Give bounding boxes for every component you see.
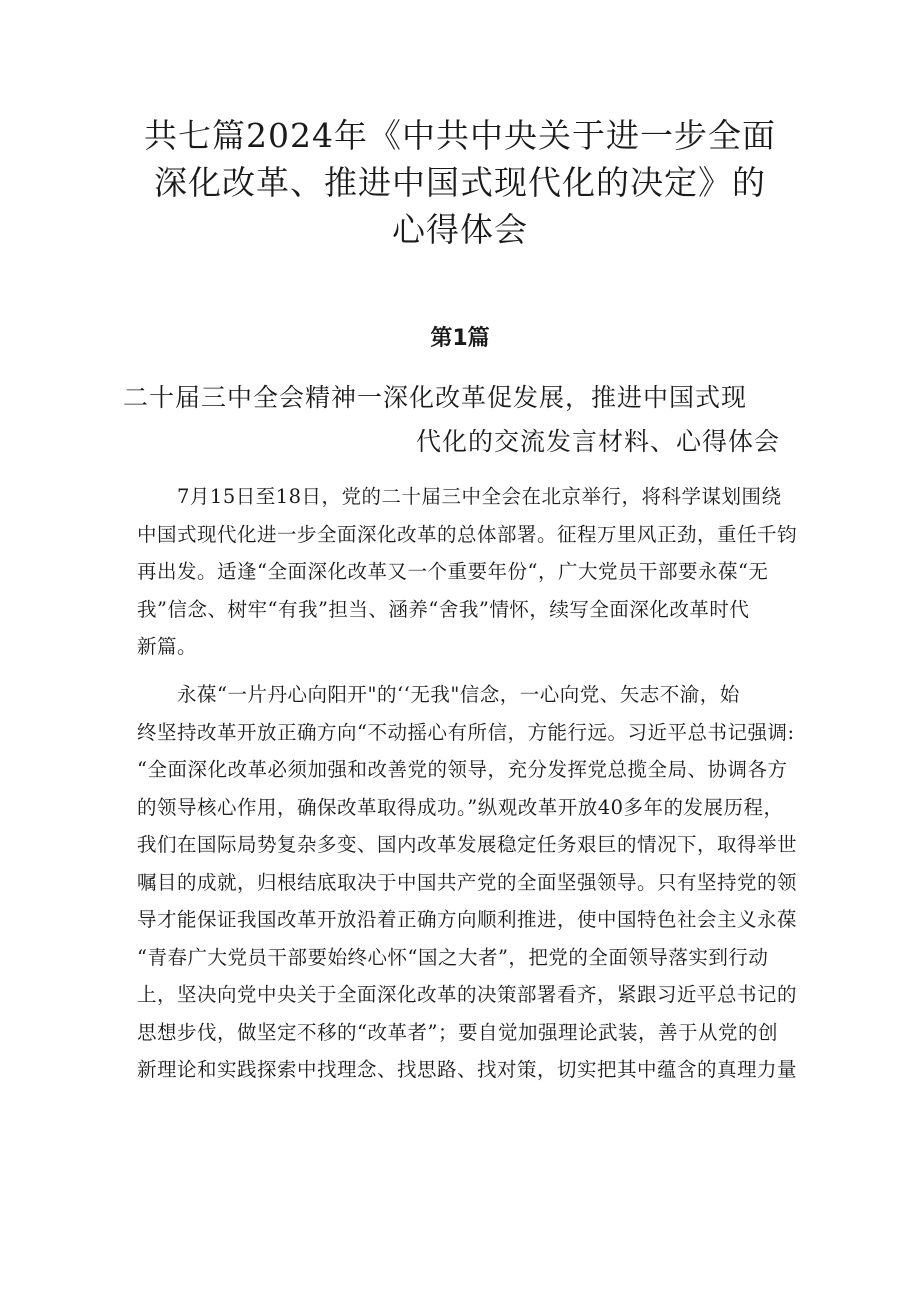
paragraph-line: 思想步伐，做坚定不移的“改革者”；要自觉加强理论武装，善于从党的创 [137, 1020, 778, 1044]
body-paragraph [137, 676, 797, 1089]
document-title-line: 共七篇2024年《中共中央关于进一步全面 [144, 116, 776, 155]
document-title [120, 112, 800, 253]
paragraph-line: 我”信念、树牢“有我”担当、涵养“舍我”情怀，续写全面深化改革时代 [137, 597, 750, 621]
article-title-line: 二十届三中全会精神一深化改革促发展，推进中国式现 [123, 383, 748, 412]
document-title-line: 心得体会 [392, 210, 528, 249]
paragraph-line: 再出发。适逢“全面深化改革又一个重要年份“，广大党员干部要永葆“无 [137, 560, 769, 583]
paragraph-line: 上，坚决向党中央关于全面深化改革的决策部署看齐，紧跟习近平总书记的 [137, 983, 798, 1006]
paragraph-line: 7月15日至18日，党的二十届三中全会在北京举行，将科学谋划围绕 [177, 485, 782, 508]
paragraph-line: 中国式现代化进一步全面深化改革的总体部署。征程万里风正劲，重任千钧 [137, 522, 798, 546]
article-title-line: 代化的交流发言材料、心得体会 [415, 427, 780, 456]
paragraph-line: 新篇。 [137, 635, 198, 658]
paragraph-line: “青春广大党员干部要始终心怀“国之大者”，把党的全面领导落实到行动 [137, 945, 769, 969]
paragraph-line: “全面深化改革必须加强和改善党的领导，充分发挥党总揽全局、协调各方 [137, 758, 788, 781]
paragraph-line: 导才能保证我国改革开放沿着正确方向顺利推进，使中国特色社会主义永葆 [137, 908, 798, 931]
paragraph-line: 我们在国际局势复杂多变、国内改革发展稳定任务艰巨的情况下，取得举世 [137, 833, 798, 856]
paragraph-line: 永葆“一片丹心向阳开"的‘‘无我"信念，一心向党、矢志不渝，始 [177, 683, 740, 706]
article-title [120, 376, 800, 464]
document-title-line: 深化改革、推进中国式现代化的决定》的 [154, 163, 766, 202]
paragraph-line: 新理论和实践探索中找理念、找思路、找对策，切实把其中蕴含的真理力量 [137, 1058, 798, 1081]
paragraph-line: 的领导核心作用，确保改革取得成功。”纵观改革开放40多年的发展历程， [137, 795, 784, 819]
paragraph-line: 终坚持改革开放正确方向“不动摇心有所信，方能行远。习近平总书记强调: [137, 720, 795, 744]
section-heading: 第1篇 [430, 326, 490, 351]
paragraph-line: 嘱目的成就，归根结底取决于中国共产党的全面坚强领导。只有坚持党的领 [137, 870, 798, 894]
body-paragraph [137, 478, 797, 666]
